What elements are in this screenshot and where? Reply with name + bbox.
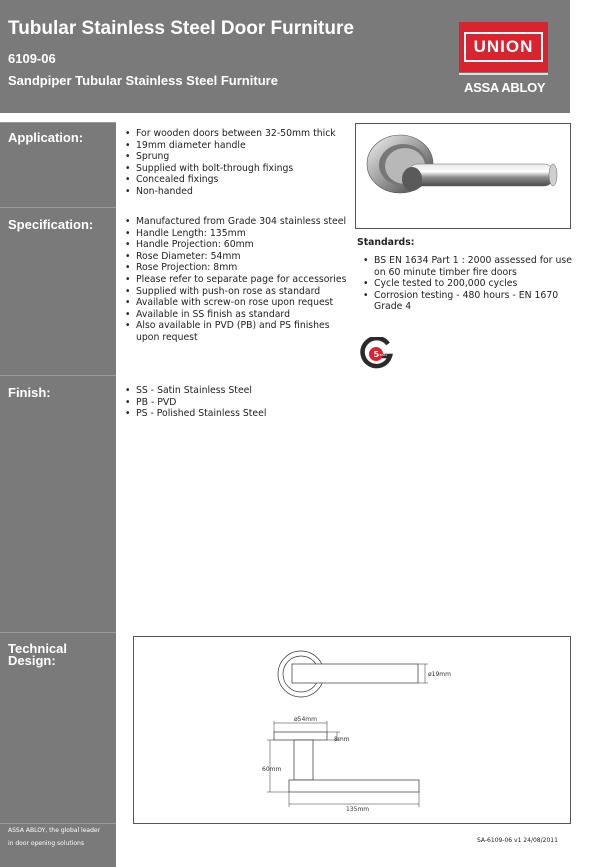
- finish-label: Finish:: [8, 385, 51, 400]
- rose-side: [274, 732, 327, 740]
- standards-list: [360, 255, 584, 313]
- list-item: • PS - Polished Stainless Steel: [122, 408, 347, 420]
- list-item: • Supplied with push-on rose as standard: [122, 286, 347, 298]
- dim-rose-dia: ø54mm: [294, 716, 317, 723]
- sidebar-divider: [0, 207, 116, 208]
- list-item: • Rose Projection: 8mm: [122, 262, 347, 274]
- technical-design-label: Technical Design:: [8, 641, 68, 668]
- list-item: • Non-handed: [122, 186, 347, 198]
- guarantee-badge-icon: [359, 337, 393, 371]
- spindle-side: [294, 740, 313, 780]
- specification-label: Specification:: [8, 217, 94, 232]
- list-item: • Available in SS finish as standard: [122, 309, 347, 321]
- list-item: • PB - PVD: [122, 397, 347, 409]
- list-item: • Available with screw-on rose upon request: [122, 297, 347, 309]
- list-item: • Supplied with bolt-through fixings: [122, 163, 347, 175]
- footer-tagline: in door opening solutions: [8, 840, 84, 847]
- list-item: • Please refer to separate page for accessories: [122, 274, 347, 286]
- list-item: • Cycle tested to 200,000 cycles: [360, 278, 584, 290]
- list-item: • Rose Diameter: 54mm: [122, 251, 347, 263]
- list-item: • BS EN 1634 Part 1 : 2000 assessed for use on 60 minute timber fire doors: [360, 255, 584, 278]
- product-subtitle: Sandpiper Tubular Stainless Steel Furniture: [8, 73, 278, 88]
- product-code: 6109-06: [8, 51, 56, 66]
- finish-list: [122, 385, 347, 420]
- lever-handle-image: [356, 124, 570, 228]
- sidebar-divider: [0, 122, 116, 123]
- dim-handle-dia: ø19mm: [428, 671, 451, 678]
- page-title: Tubular Stainless Steel Door Furniture: [8, 18, 354, 39]
- application-list: [122, 128, 347, 198]
- dim-projection: 60mm: [262, 766, 282, 773]
- handle-side: [289, 780, 419, 792]
- application-label: Application:: [8, 130, 84, 145]
- handle-outline: [292, 664, 418, 683]
- footer-tagline: ASSA ABLOY, the global leader: [8, 827, 101, 834]
- dim-length: 135mm: [346, 806, 370, 813]
- union-logo-text: UNION: [464, 32, 544, 62]
- list-item: • Handle Projection: 60mm: [122, 239, 347, 251]
- standards-heading: Standards:: [357, 237, 415, 248]
- list-item: • Handle Length: 135mm: [122, 228, 347, 240]
- document-reference: SA-6109-06 v1 24/08/2011: [477, 837, 558, 844]
- guarantee-years-text: YEARS: [378, 353, 388, 357]
- list-item: • Corrosion testing - 480 hours - EN 1670 Grade 4: [360, 290, 584, 313]
- technical-drawing: [133, 636, 571, 824]
- guarantee-years-number: 5: [373, 350, 380, 359]
- assa-abloy-logo: ASSA ABLOY: [464, 80, 546, 95]
- list-item: • Also available in PVD (PB) and PS finishes upon request: [122, 320, 347, 343]
- list-item: • Sprung: [122, 151, 347, 163]
- product-photo: [355, 123, 571, 229]
- sidebar-divider: [0, 823, 116, 824]
- list-item: • SS - Satin Stainless Steel: [122, 385, 347, 397]
- technical-drawing-svg: [134, 637, 570, 823]
- header-band: [0, 0, 570, 113]
- specification-list: [122, 216, 347, 344]
- list-item: • Concealed fixings: [122, 174, 347, 186]
- sidebar: [0, 122, 116, 867]
- sidebar-divider: [0, 375, 116, 376]
- list-item: • 19mm diameter handle: [122, 140, 347, 152]
- list-item: • Manufactured from Grade 304 stainless steel: [122, 216, 347, 228]
- union-logo: [459, 22, 548, 72]
- logo-divider: [459, 73, 548, 75]
- list-item: • For wooden doors between 32-50mm thick: [122, 128, 347, 140]
- dim-rose-proj: 8mm: [334, 736, 350, 743]
- sidebar-divider: [0, 632, 116, 633]
